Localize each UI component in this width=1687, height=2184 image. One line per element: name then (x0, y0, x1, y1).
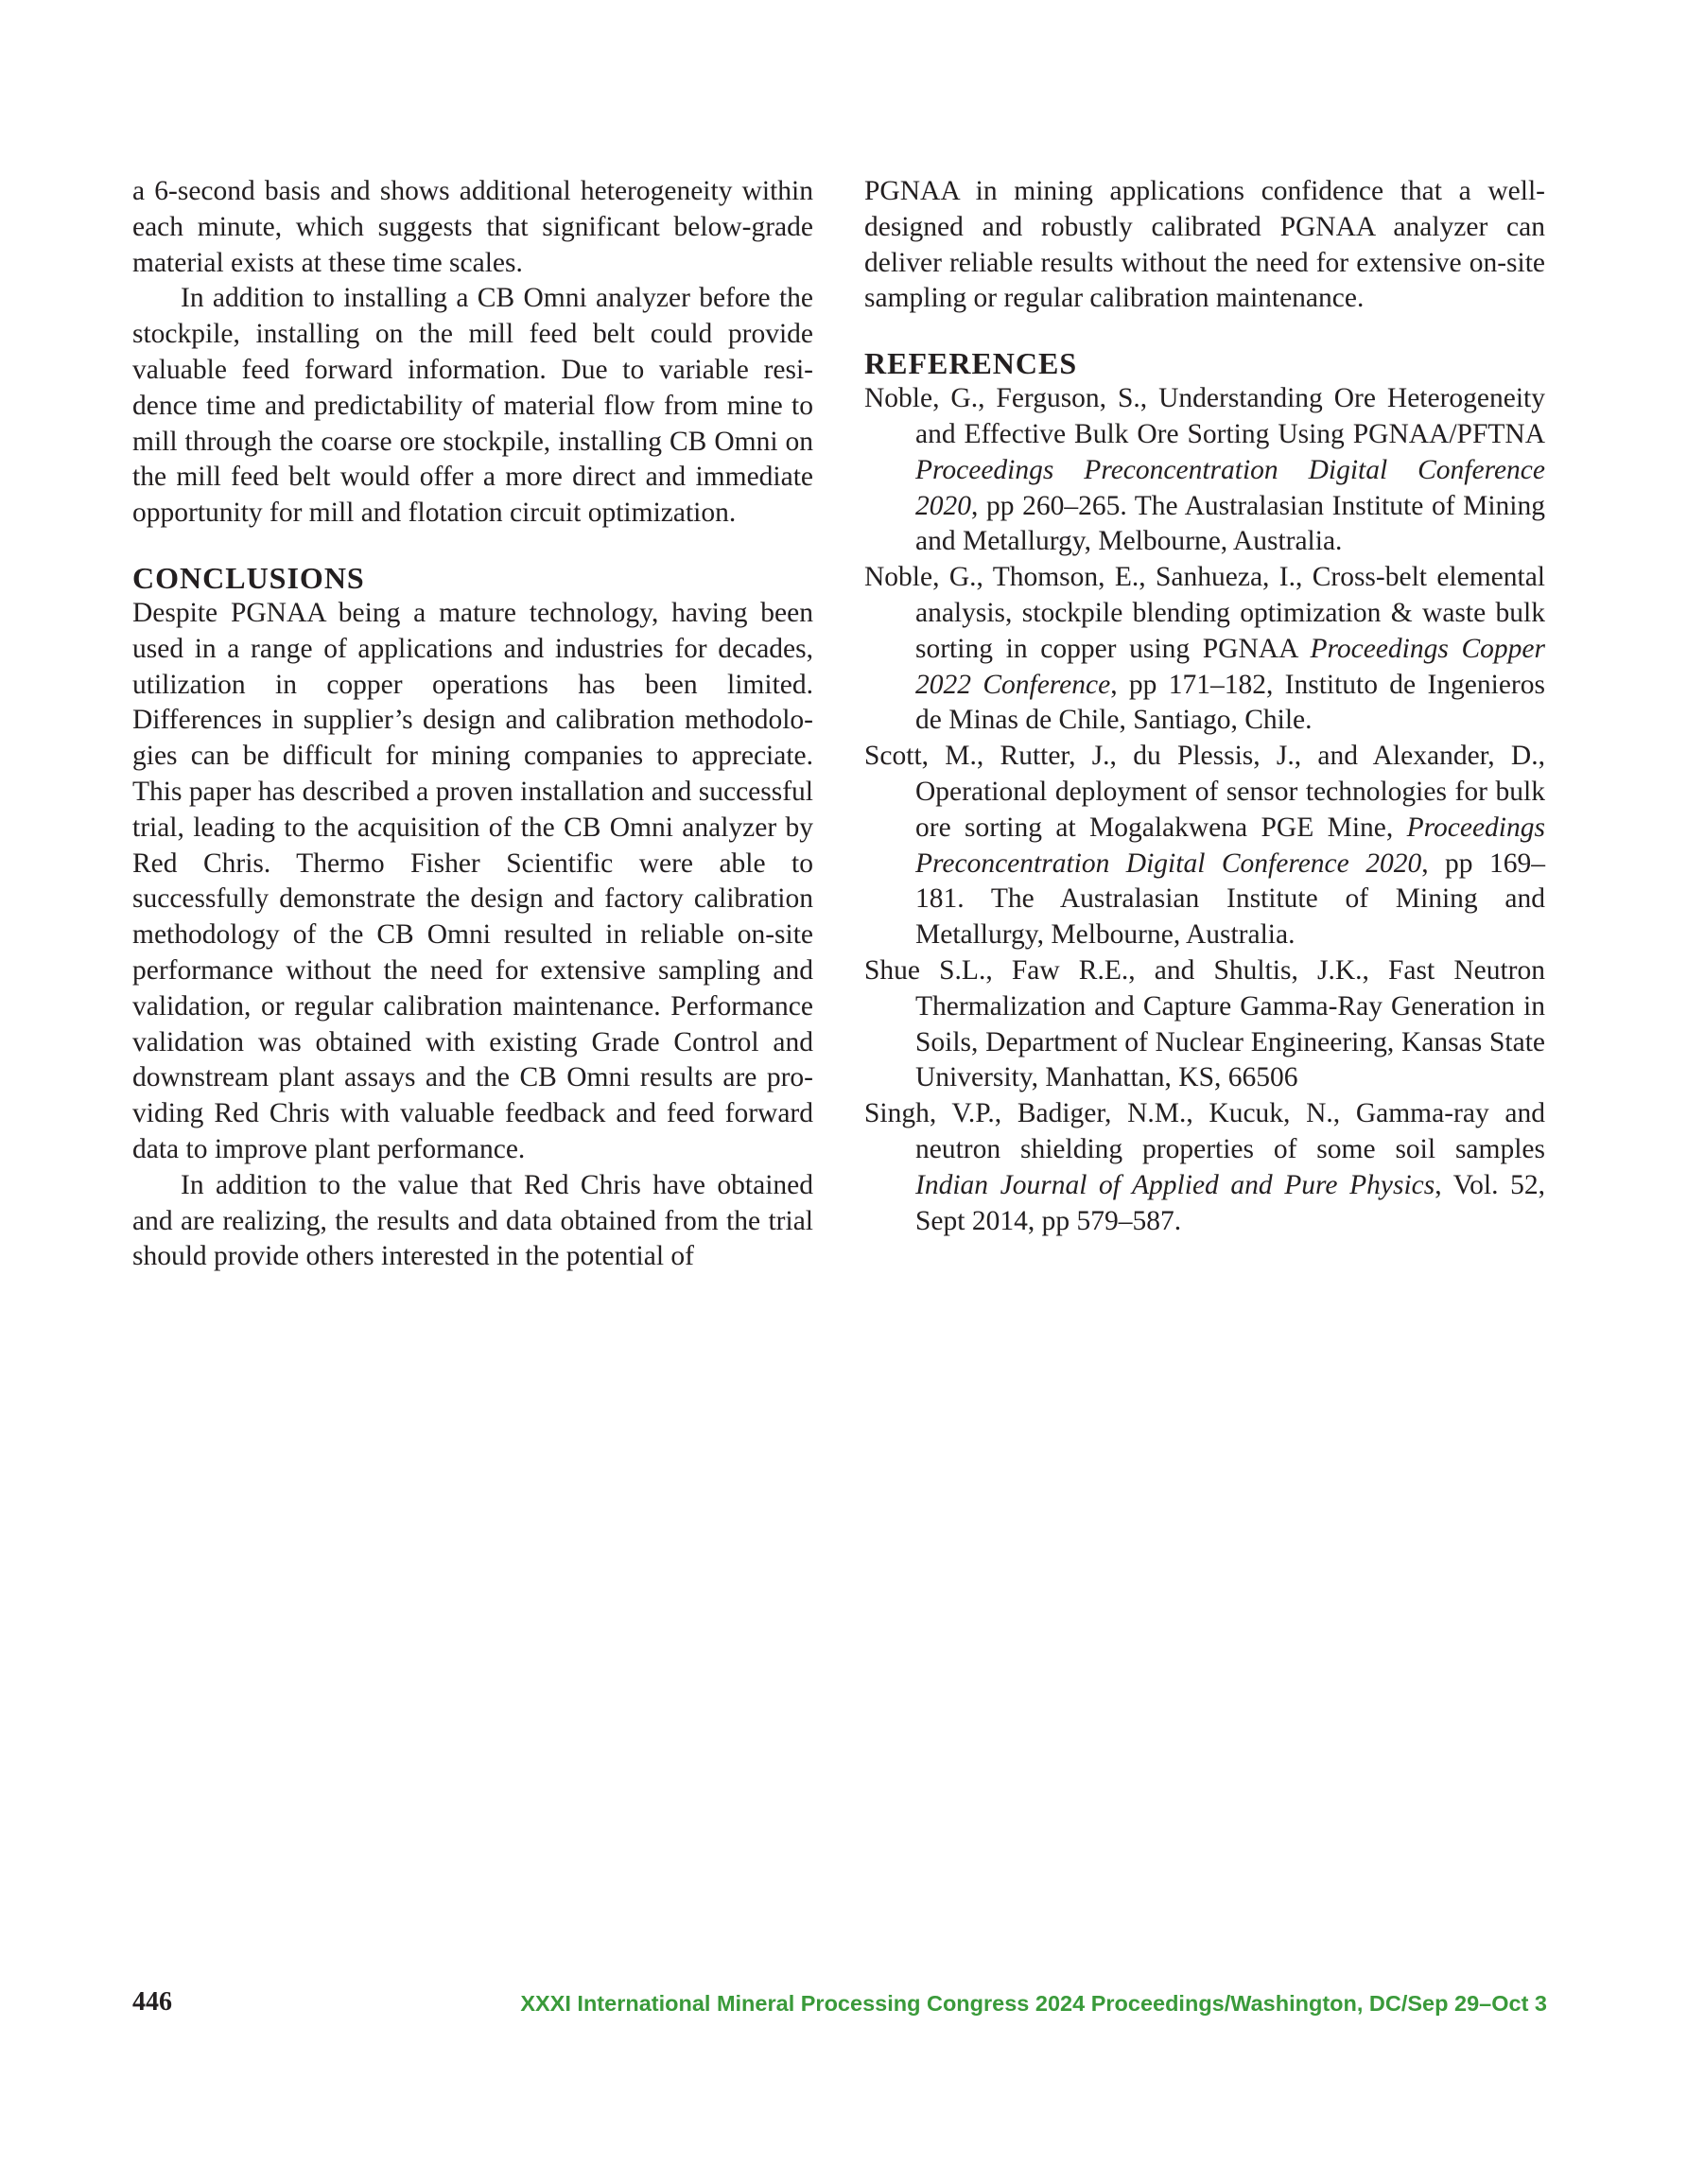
body-paragraph: PGNAA in mining applications confidence that a well-designed and robustly calibrated PGNAA analyzer can deliver reliable results without the need for extensive on-site sampling or regular calibration maintenance. (864, 176, 1545, 314)
left-column (132, 174, 813, 1275)
page-footer (132, 1987, 1547, 2025)
references-heading: REFERENCES (864, 346, 1078, 381)
reference-text: Singh, V.P., Badiger, N.M., Kucuk, N., Gamma-ray and neutron shielding properties of some soil samples (864, 1098, 1545, 1164)
reference-source: Indian Journal of Applied and Pure Physics (915, 1169, 1435, 1200)
reference-text: Noble, G., Ferguson, S., Understanding Ore Heterogeneity and Effective Bulk Ore Sorting Using PGNAA/PFTNA (864, 383, 1545, 449)
reference-text: Scott, M., Rutter, J., du Plessis, J., and Alexander, D., Operational deployment of sensor technologies for bulk ore sorting at Mogalakwena PGE Mine, (864, 741, 1545, 843)
reference-list (864, 381, 1545, 1239)
body-paragraph: Despite PGNAA being a mature technology, having been used in a range of applications and industries for decades, utilization in copper operations has been limited. Differences in supplier’s design and calibration methodologies can be difficult for mining companies to appreciate. This paper has described a proven installation and successful trial, leading to the acquisition of the CB Omni analyzer by Red Chris. Thermo Fisher Scientific were able to successfully demonstrate the design and factory calibration methodology of the CB Omni resulted in reliable on-site performance without the need for extensive sampling and validation, or regular calibration maintenance. Performance validation was obtained with existing Grade Control and downstream plant assays and the CB Omni results are providing Red Chris with valuable feedback and feed forward data to improve plant performance. (132, 597, 813, 1164)
reference-entry (864, 1096, 1545, 1239)
conclusions-heading: CONCLUSIONS (132, 560, 365, 595)
reference-source: Proceedings Preconcentration Digital Conference 2020 (915, 812, 1545, 879)
page-number: 446 (132, 1987, 172, 2017)
reference-text: , pp 260–265. The Australasian Institute of Mining and Metallurgy, Melbourne, Australia. (915, 490, 1545, 557)
reference-text: Shue S.L., Faw R.E., and Shultis, J.K., Fast Neutron Thermalization and Capture Gamma-Ray Generation in Soils, Department of Nuclear Engineering, Kansas State University, Manhattan, KS, 66506 (864, 954, 1545, 1093)
reference-source: Proceedings Copper 2022 Conference (915, 633, 1545, 700)
reference-text: , pp 169–181. The Australasian Institute of Mining and Metallurgy, Melbourne, Australia. (915, 847, 1545, 951)
right-column (864, 174, 1545, 1239)
reference-text: , pp 171–182, Instituto de Ingenieros de Minas de Chile, Santiago, Chile. (915, 669, 1545, 736)
body-paragraph: a 6-second basis and shows additional heterogeneity within each minute, which suggests that significant below-grade material exists at these time scales. (132, 176, 813, 278)
reference-text: , Vol. 52, Sept 2014, pp 579–587. (915, 1169, 1545, 1236)
reference-entry (864, 953, 1545, 1096)
reference-entry (864, 560, 1545, 739)
body-paragraph: In addition to the value that Red Chris have obtained and are realizing, the results and data obtained from the trial should provide others interested in the potential of (132, 1169, 813, 1272)
reference-entry (864, 381, 1545, 560)
reference-source: Proceedings Preconcentration Digital Conference 2020 (915, 454, 1545, 521)
reference-entry (864, 739, 1545, 953)
running-title: XXXI International Mineral Processing Congress 2024 Proceedings/Washington, DC/Sep 29–Oct 3 (520, 1991, 1547, 2016)
reference-text: Noble, G., Thomson, E., Sanhueza, I., Cross-belt elemental analysis, stockpile blending optimization & waste bulk sorting in copper using PGNAA (864, 562, 1545, 664)
body-paragraph: In addition to installing a CB Omni analyzer before the stockpile, installing on the mill feed belt could provide valuable feed forward information. Due to variable residence time and predictability of material flow from mine to mill through the coarse ore stockpile, installing CB Omni on the mill feed belt would offer a more direct and immediate opportunity for mill and flotation circuit optimization. (132, 283, 813, 529)
